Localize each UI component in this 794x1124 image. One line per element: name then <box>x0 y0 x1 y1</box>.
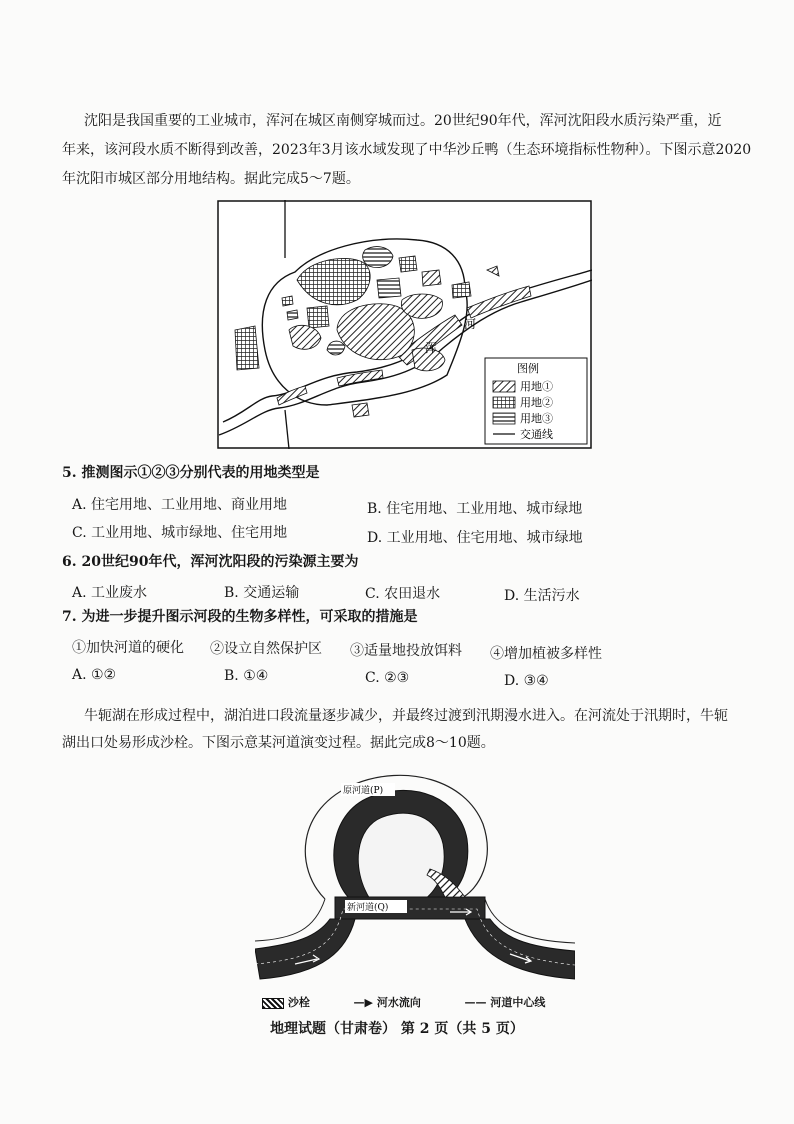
land-use-map <box>217 200 592 449</box>
legend-item-2: 用地② <box>520 396 553 409</box>
q6-option-d: D. 生活污水 <box>504 588 580 604</box>
intro2-line-2: 湖出口处易形成沙栓。下图示意某河道演变过程。据此完成8～10题。 <box>62 735 495 751</box>
q5-option-b: B. 住宅用地、工业用地、城市绿地 <box>367 501 583 517</box>
river-evolution-diagram <box>255 769 575 1009</box>
q7-measure-1: ①加快河道的硬化 <box>72 640 184 656</box>
fig2-legend <box>262 994 545 1010</box>
legend-center-label: 河道中心线 <box>490 996 546 1009</box>
q7-option-b: B. ①④ <box>224 668 269 684</box>
q7-measure-4: ④增加植被多样性 <box>490 646 602 662</box>
intro-line-1: 沈阳是我国重要的工业城市，浑河在城区南侧穿城而过。20世纪90年代，浑河沈阳段水质污染严重，近 <box>84 113 722 129</box>
intro2-line-1: 牛轭湖在形成过程中，湖泊进口段流量逐步减少，并最终过渡到汛期漫水进入。在河流处于汛期时，牛轭 <box>84 708 728 724</box>
intro-line-3: 年沈阳市城区部分用地结构。据此完成5～7题。 <box>62 171 360 187</box>
sand-swatch <box>262 998 284 1009</box>
old-channel-label: 原河道(P) <box>343 786 384 796</box>
river-label-he: 河 <box>464 317 477 331</box>
legend-item-1: 用地① <box>520 380 553 393</box>
arrow-icon: —▶ <box>353 996 373 1009</box>
q7-option-d: D. ③④ <box>504 673 549 689</box>
river-label-hun: 浑 <box>425 341 438 355</box>
legend-item-4: 交通线 <box>520 428 553 441</box>
q7-option-a: A. ①② <box>72 667 117 683</box>
q6-option-b: B. 交通运输 <box>224 585 300 601</box>
legend-sand-label: 沙栓 <box>287 996 310 1009</box>
q5-stem: 5. 推测图示①②③分别代表的用地类型是 <box>62 465 320 481</box>
intro-line-2: 年来，该河段水质不断得到改善，2023年3月该水域发现了中华沙丘鸭（生态环境指标性物种）。下图示意2020 <box>62 142 752 158</box>
q6-option-a: A. 工业废水 <box>72 585 148 601</box>
page-footer: 地理试题（甘肃卷） 第 2 页（共 5 页） <box>270 1021 524 1037</box>
q6-option-c: C. 农田退水 <box>365 586 441 602</box>
q5-option-a: A. 住宅用地、工业用地、商业用地 <box>72 497 288 513</box>
q5-option-c: C. 工业用地、城市绿地、住宅用地 <box>72 525 288 541</box>
line-swatch: —— <box>464 996 487 1009</box>
legend-flow-label: 河水流向 <box>376 996 421 1009</box>
map-legend <box>485 358 587 444</box>
q7-option-c: C. ②③ <box>365 670 410 686</box>
new-channel-label: 新河道(Q) <box>347 903 389 913</box>
legend-item-3: 用地③ <box>520 412 553 425</box>
q7-measure-3: ③适量地投放饵料 <box>350 643 462 659</box>
legend-title: 图例 <box>517 362 539 375</box>
q5-option-d: D. 工业用地、住宅用地、城市绿地 <box>367 530 583 546</box>
q7-stem: 7. 为进一步提升图示河段的生物多样性，可采取的措施是 <box>62 609 418 625</box>
q6-stem: 6. 20世纪90年代，浑河沈阳段的污染源主要为 <box>62 554 359 570</box>
q7-measure-2: ②设立自然保护区 <box>210 641 322 657</box>
